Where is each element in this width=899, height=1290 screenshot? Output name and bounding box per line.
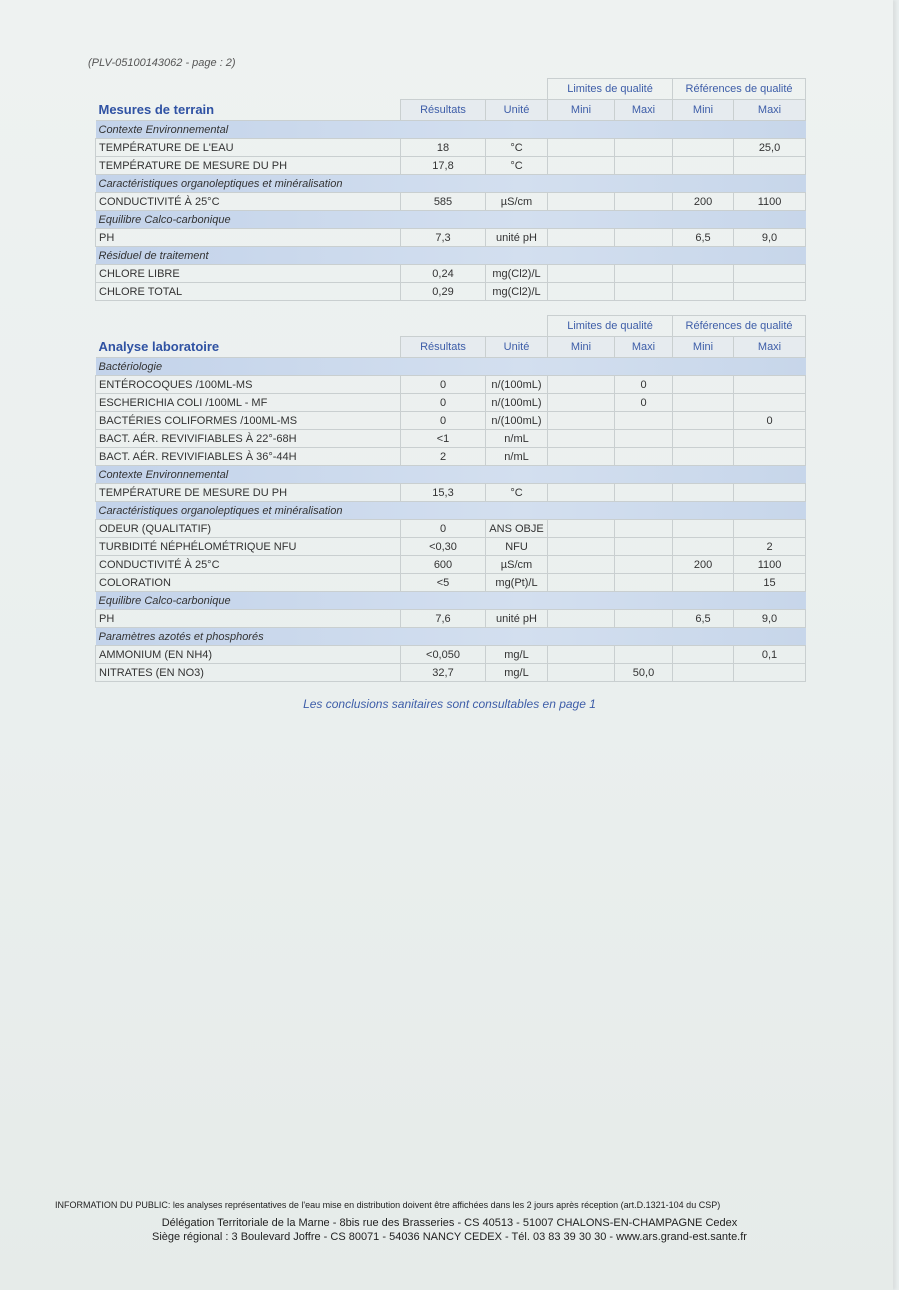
limit-min-value [548, 157, 615, 175]
limit-min-value [548, 265, 615, 283]
ref-min-value [673, 574, 734, 592]
section-label: Equilibre Calco-carbonique [96, 592, 806, 610]
ref-max-value: 25,0 [734, 139, 806, 157]
limit-min-value [548, 664, 615, 682]
table-row [96, 430, 806, 448]
refs-group-header: Références de qualité [673, 316, 806, 337]
unit-value: µS/cm [486, 556, 548, 574]
limit-max-value [615, 574, 673, 592]
section-row [96, 502, 806, 520]
ref-max-value: 9,0 [734, 610, 806, 628]
ref-max-value: 9,0 [734, 229, 806, 247]
ref-max-value: 15 [734, 574, 806, 592]
limit-min-value [548, 538, 615, 556]
limit-max-header: Maxi [615, 100, 673, 121]
ref-max-value [734, 394, 806, 412]
section-row [96, 247, 806, 265]
result-value: 7,3 [401, 229, 486, 247]
unit-value: n/(100mL) [486, 376, 548, 394]
limit-min-value [548, 646, 615, 664]
unit-value: °C [486, 139, 548, 157]
result-value: <0,050 [401, 646, 486, 664]
result-value: 17,8 [401, 157, 486, 175]
parameter-name: TEMPÉRATURE DE L'EAU [96, 139, 401, 157]
table-row [96, 139, 806, 157]
ref-min-value [673, 448, 734, 466]
result-value: 15,3 [401, 484, 486, 502]
ref-min-value [673, 664, 734, 682]
table-row [96, 646, 806, 664]
ref-min-header: Mini [673, 337, 734, 358]
labo-table [95, 315, 806, 682]
section-row [96, 121, 806, 139]
terrain-title: Mesures de terrain [98, 102, 215, 118]
table-row [96, 556, 806, 574]
parameter-name: NITRATES (EN NO3) [96, 664, 401, 682]
result-value: <5 [401, 574, 486, 592]
ref-max-value [734, 265, 806, 283]
table-row [96, 538, 806, 556]
unit-value: n/(100mL) [486, 394, 548, 412]
table-row [96, 157, 806, 175]
section-label: Equilibre Calco-carbonique [96, 211, 806, 229]
table-row [96, 283, 806, 301]
parameter-name: TURBIDITÉ NÉPHÉLOMÉTRIQUE NFU [96, 538, 401, 556]
section-label: Bactériologie [96, 358, 806, 376]
unit-header: Unité [486, 100, 548, 121]
ref-min-value: 200 [673, 556, 734, 574]
ref-max-value [734, 376, 806, 394]
result-value: 0 [401, 520, 486, 538]
limit-min-value [548, 520, 615, 538]
unit-value: mg(Cl2)/L [486, 283, 548, 301]
ref-min-value [673, 430, 734, 448]
table-row [96, 394, 806, 412]
unit-value: mg/L [486, 664, 548, 682]
limit-min-value [548, 610, 615, 628]
unit-value: mg(Cl2)/L [486, 265, 548, 283]
ref-min-value: 6,5 [673, 610, 734, 628]
parameter-name: CONDUCTIVITÉ À 25°C [96, 193, 401, 211]
table-row [96, 448, 806, 466]
parameter-name: ODEUR (QUALITATIF) [96, 520, 401, 538]
parameter-name: BACTÉRIES COLIFORMES /100ML-MS [96, 412, 401, 430]
table-row [96, 193, 806, 211]
parameter-name: ESCHERICHIA COLI /100ML - MF [96, 394, 401, 412]
ref-min-value [673, 646, 734, 664]
section-label: Résiduel de traitement [96, 247, 806, 265]
limit-min-value [548, 283, 615, 301]
unit-value: unité pH [486, 610, 548, 628]
unit-value: ANS OBJE [486, 520, 548, 538]
limit-max-header: Maxi [615, 337, 673, 358]
limit-max-value [615, 193, 673, 211]
unit-value: mg/L [486, 646, 548, 664]
ref-max-value: 1100 [734, 193, 806, 211]
table-row [96, 610, 806, 628]
address-line-1: Délégation Territoriale de la Marne - 8bis rue des Brasseries - CS 40513 - 51007 CHALONS-EN-CHAMPAGNE Cedex [161, 1217, 738, 1229]
section-row [96, 358, 806, 376]
limit-min-value [548, 139, 615, 157]
limit-min-value [548, 574, 615, 592]
limits-group-header: Limites de qualité [548, 79, 673, 100]
document-reference: (PLV-05100143062 - page : 2) [88, 57, 236, 69]
results-header: Résultats [401, 100, 486, 121]
parameter-name: PH [96, 229, 401, 247]
result-value: 7,6 [401, 610, 486, 628]
limit-min-value [548, 376, 615, 394]
parameter-name: PH [96, 610, 401, 628]
result-value: 0,29 [401, 283, 486, 301]
unit-value: n/(100mL) [486, 412, 548, 430]
result-value: 0,24 [401, 265, 486, 283]
parameter-name: BACT. AÉR. REVIVIFIABLES À 36°-44H [96, 448, 401, 466]
result-value: 2 [401, 448, 486, 466]
unit-value: µS/cm [486, 193, 548, 211]
limit-max-value [615, 646, 673, 664]
result-value: 32,7 [401, 664, 486, 682]
result-value: <0,30 [401, 538, 486, 556]
table-row [96, 229, 806, 247]
unit-value: unité pH [486, 229, 548, 247]
limit-min-value [548, 448, 615, 466]
section-label: Contexte Environnemental [96, 121, 806, 139]
limit-max-value [615, 610, 673, 628]
results-header: Résultats [401, 337, 486, 358]
parameter-name: CHLORE LIBRE [96, 265, 401, 283]
parameter-name: TEMPÉRATURE DE MESURE DU PH [96, 157, 401, 175]
limit-max-value: 0 [615, 394, 673, 412]
limit-max-value: 50,0 [615, 664, 673, 682]
table-row [96, 520, 806, 538]
limit-max-value: 0 [615, 376, 673, 394]
result-value: 18 [401, 139, 486, 157]
limit-max-value [615, 139, 673, 157]
parameter-name: CONDUCTIVITÉ À 25°C [96, 556, 401, 574]
limit-max-value [615, 448, 673, 466]
labo-title: Analyse laboratoire [98, 339, 220, 355]
ref-max-value [734, 283, 806, 301]
limit-max-value [615, 157, 673, 175]
ref-max-value [734, 520, 806, 538]
limit-min-value [548, 484, 615, 502]
result-value: 0 [401, 412, 486, 430]
ref-min-value: 6,5 [673, 229, 734, 247]
limit-max-value [615, 412, 673, 430]
section-row [96, 175, 806, 193]
conclusion-note: Les conclusions sanitaires sont consultables en page 1 [303, 697, 596, 711]
limit-max-value [615, 229, 673, 247]
unit-value: n/mL [486, 430, 548, 448]
refs-group-header: Références de qualité [673, 79, 806, 100]
address-line-2: Siège régional : 3 Boulevard Joffre - CS 80071 - 54036 NANCY CEDEX - Tél. 03 83 39 30 30 - www.ars.grand-est.sante.fr [152, 1231, 747, 1243]
ref-min-value [673, 139, 734, 157]
section-label: Caractéristiques organoleptiques et minéralisation [96, 502, 806, 520]
limit-max-value [615, 430, 673, 448]
ref-min-value [673, 412, 734, 430]
table-row [96, 664, 806, 682]
unit-value: mg(Pt)/L [486, 574, 548, 592]
section-row [96, 211, 806, 229]
limit-max-value [615, 538, 673, 556]
ref-max-value [734, 664, 806, 682]
ref-max-value: 0 [734, 412, 806, 430]
ref-min-value [673, 520, 734, 538]
limit-min-value [548, 556, 615, 574]
ref-max-value: 0,1 [734, 646, 806, 664]
result-value: 585 [401, 193, 486, 211]
ref-max-value [734, 157, 806, 175]
section-label: Contexte Environnemental [96, 466, 806, 484]
table-row [96, 265, 806, 283]
result-value: <1 [401, 430, 486, 448]
ref-max-value [734, 484, 806, 502]
result-value: 0 [401, 376, 486, 394]
public-information [55, 1200, 720, 1210]
limit-min-value [548, 394, 615, 412]
ref-max-value: 1100 [734, 556, 806, 574]
ref-min-value [673, 394, 734, 412]
limits-group-header: Limites de qualité [548, 316, 673, 337]
ref-min-value [673, 376, 734, 394]
limit-max-value [615, 484, 673, 502]
section-row [96, 466, 806, 484]
limit-min-value [548, 430, 615, 448]
parameter-name: BACT. AÉR. REVIVIFIABLES À 22°-68H [96, 430, 401, 448]
unit-value: n/mL [486, 448, 548, 466]
parameter-name: AMMONIUM (EN NH4) [96, 646, 401, 664]
limit-max-value [615, 520, 673, 538]
ref-max-header: Maxi [734, 337, 806, 358]
ref-min-header: Mini [673, 100, 734, 121]
ref-max-header: Maxi [734, 100, 806, 121]
public-info-text: les analyses représentatives de l'eau mise en distribution doivent être affichées dans les 2 jours après réception (art.D.1321-104 du CSP) [170, 1200, 721, 1210]
parameter-name: CHLORE TOTAL [96, 283, 401, 301]
ref-min-value: 200 [673, 193, 734, 211]
ref-min-value [673, 283, 734, 301]
unit-value: NFU [486, 538, 548, 556]
labo-body [96, 358, 806, 682]
ref-min-value [673, 484, 734, 502]
section-row [96, 628, 806, 646]
limit-max-value [615, 265, 673, 283]
parameter-name: COLORATION [96, 574, 401, 592]
table-row [96, 484, 806, 502]
parameter-name: ENTÉROCOQUES /100ML-MS [96, 376, 401, 394]
ref-max-value [734, 430, 806, 448]
ref-min-value [673, 157, 734, 175]
ref-max-value: 2 [734, 538, 806, 556]
table-row [96, 376, 806, 394]
limit-max-value [615, 556, 673, 574]
ref-min-value [673, 265, 734, 283]
section-label: Paramètres azotés et phosphorés [96, 628, 806, 646]
unit-value: °C [486, 157, 548, 175]
ref-min-value [673, 538, 734, 556]
public-info-label: INFORMATION DU PUBLIC: [55, 1200, 171, 1210]
section-label: Caractéristiques organoleptiques et minéralisation [96, 175, 806, 193]
limit-min-header: Mini [548, 100, 615, 121]
limit-min-value [548, 412, 615, 430]
result-value: 0 [401, 394, 486, 412]
unit-value: °C [486, 484, 548, 502]
parameter-name: TEMPÉRATURE DE MESURE DU PH [96, 484, 401, 502]
result-value: 600 [401, 556, 486, 574]
terrain-table [95, 78, 806, 301]
limit-min-header: Mini [548, 337, 615, 358]
section-row [96, 592, 806, 610]
limit-max-value [615, 283, 673, 301]
ref-max-value [734, 448, 806, 466]
table-row [96, 412, 806, 430]
terrain-body [96, 121, 806, 301]
limit-min-value [548, 193, 615, 211]
limit-min-value [548, 229, 615, 247]
unit-header: Unité [486, 337, 548, 358]
table-row [96, 574, 806, 592]
